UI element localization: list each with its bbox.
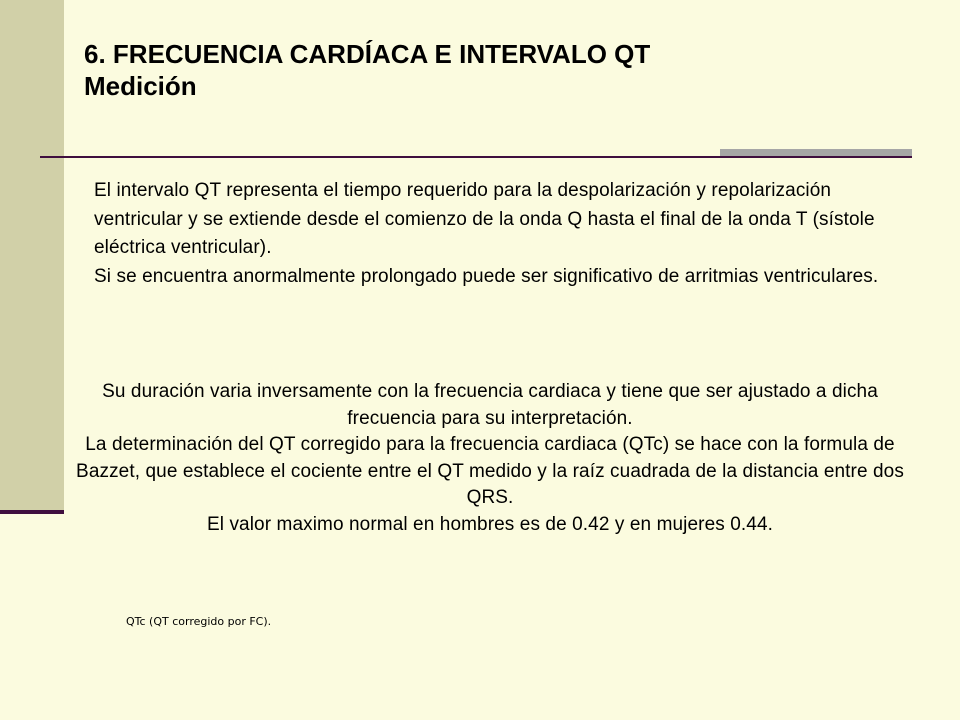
bazzet-formula-sentence: La determinación del QT corregido para la frecuencia cardiaca (QTc) se hace con la formula de Bazzet, que establece el cociente entre el QT medido y la raíz cuadrada de la distancia entre dos QRS. xyxy=(76,434,904,508)
qtc-explanation-text xyxy=(60,379,920,538)
slide-title-line-2: Medición xyxy=(84,71,197,101)
qt-definition-sentence: El intervalo QT representa el tiempo requerido para la despolarización y repolarización ventricular y se extiende desde el comienzo de la onda Q hasta el final de la onda T (sístole eléctrica ventricular). xyxy=(94,180,875,258)
title-divider-accent xyxy=(720,149,912,158)
qt-definition-text xyxy=(94,177,884,291)
slide-title xyxy=(84,38,944,102)
slide-title-line-1: 6. FRECUENCIA CARDÍACA E INTERVALO QT xyxy=(84,39,651,69)
qt-duration-sentence: Su duración varia inversamente con la frecuencia cardiaca y tiene que ser ajustado a dicha frecuencia para su interpretación. xyxy=(102,381,878,429)
left-bar-underline xyxy=(0,510,64,514)
qt-prolongation-sentence: Si se encuentra anormalmente prolongado puede ser significativo de arritmias ventriculares. xyxy=(94,265,879,287)
qtc-caption: QTc (QT corregido por FC). xyxy=(126,615,272,628)
left-decorative-bar xyxy=(0,0,64,512)
normal-values-sentence: El valor maximo normal en hombres es de 0.42 y en mujeres 0.44. xyxy=(206,513,773,535)
